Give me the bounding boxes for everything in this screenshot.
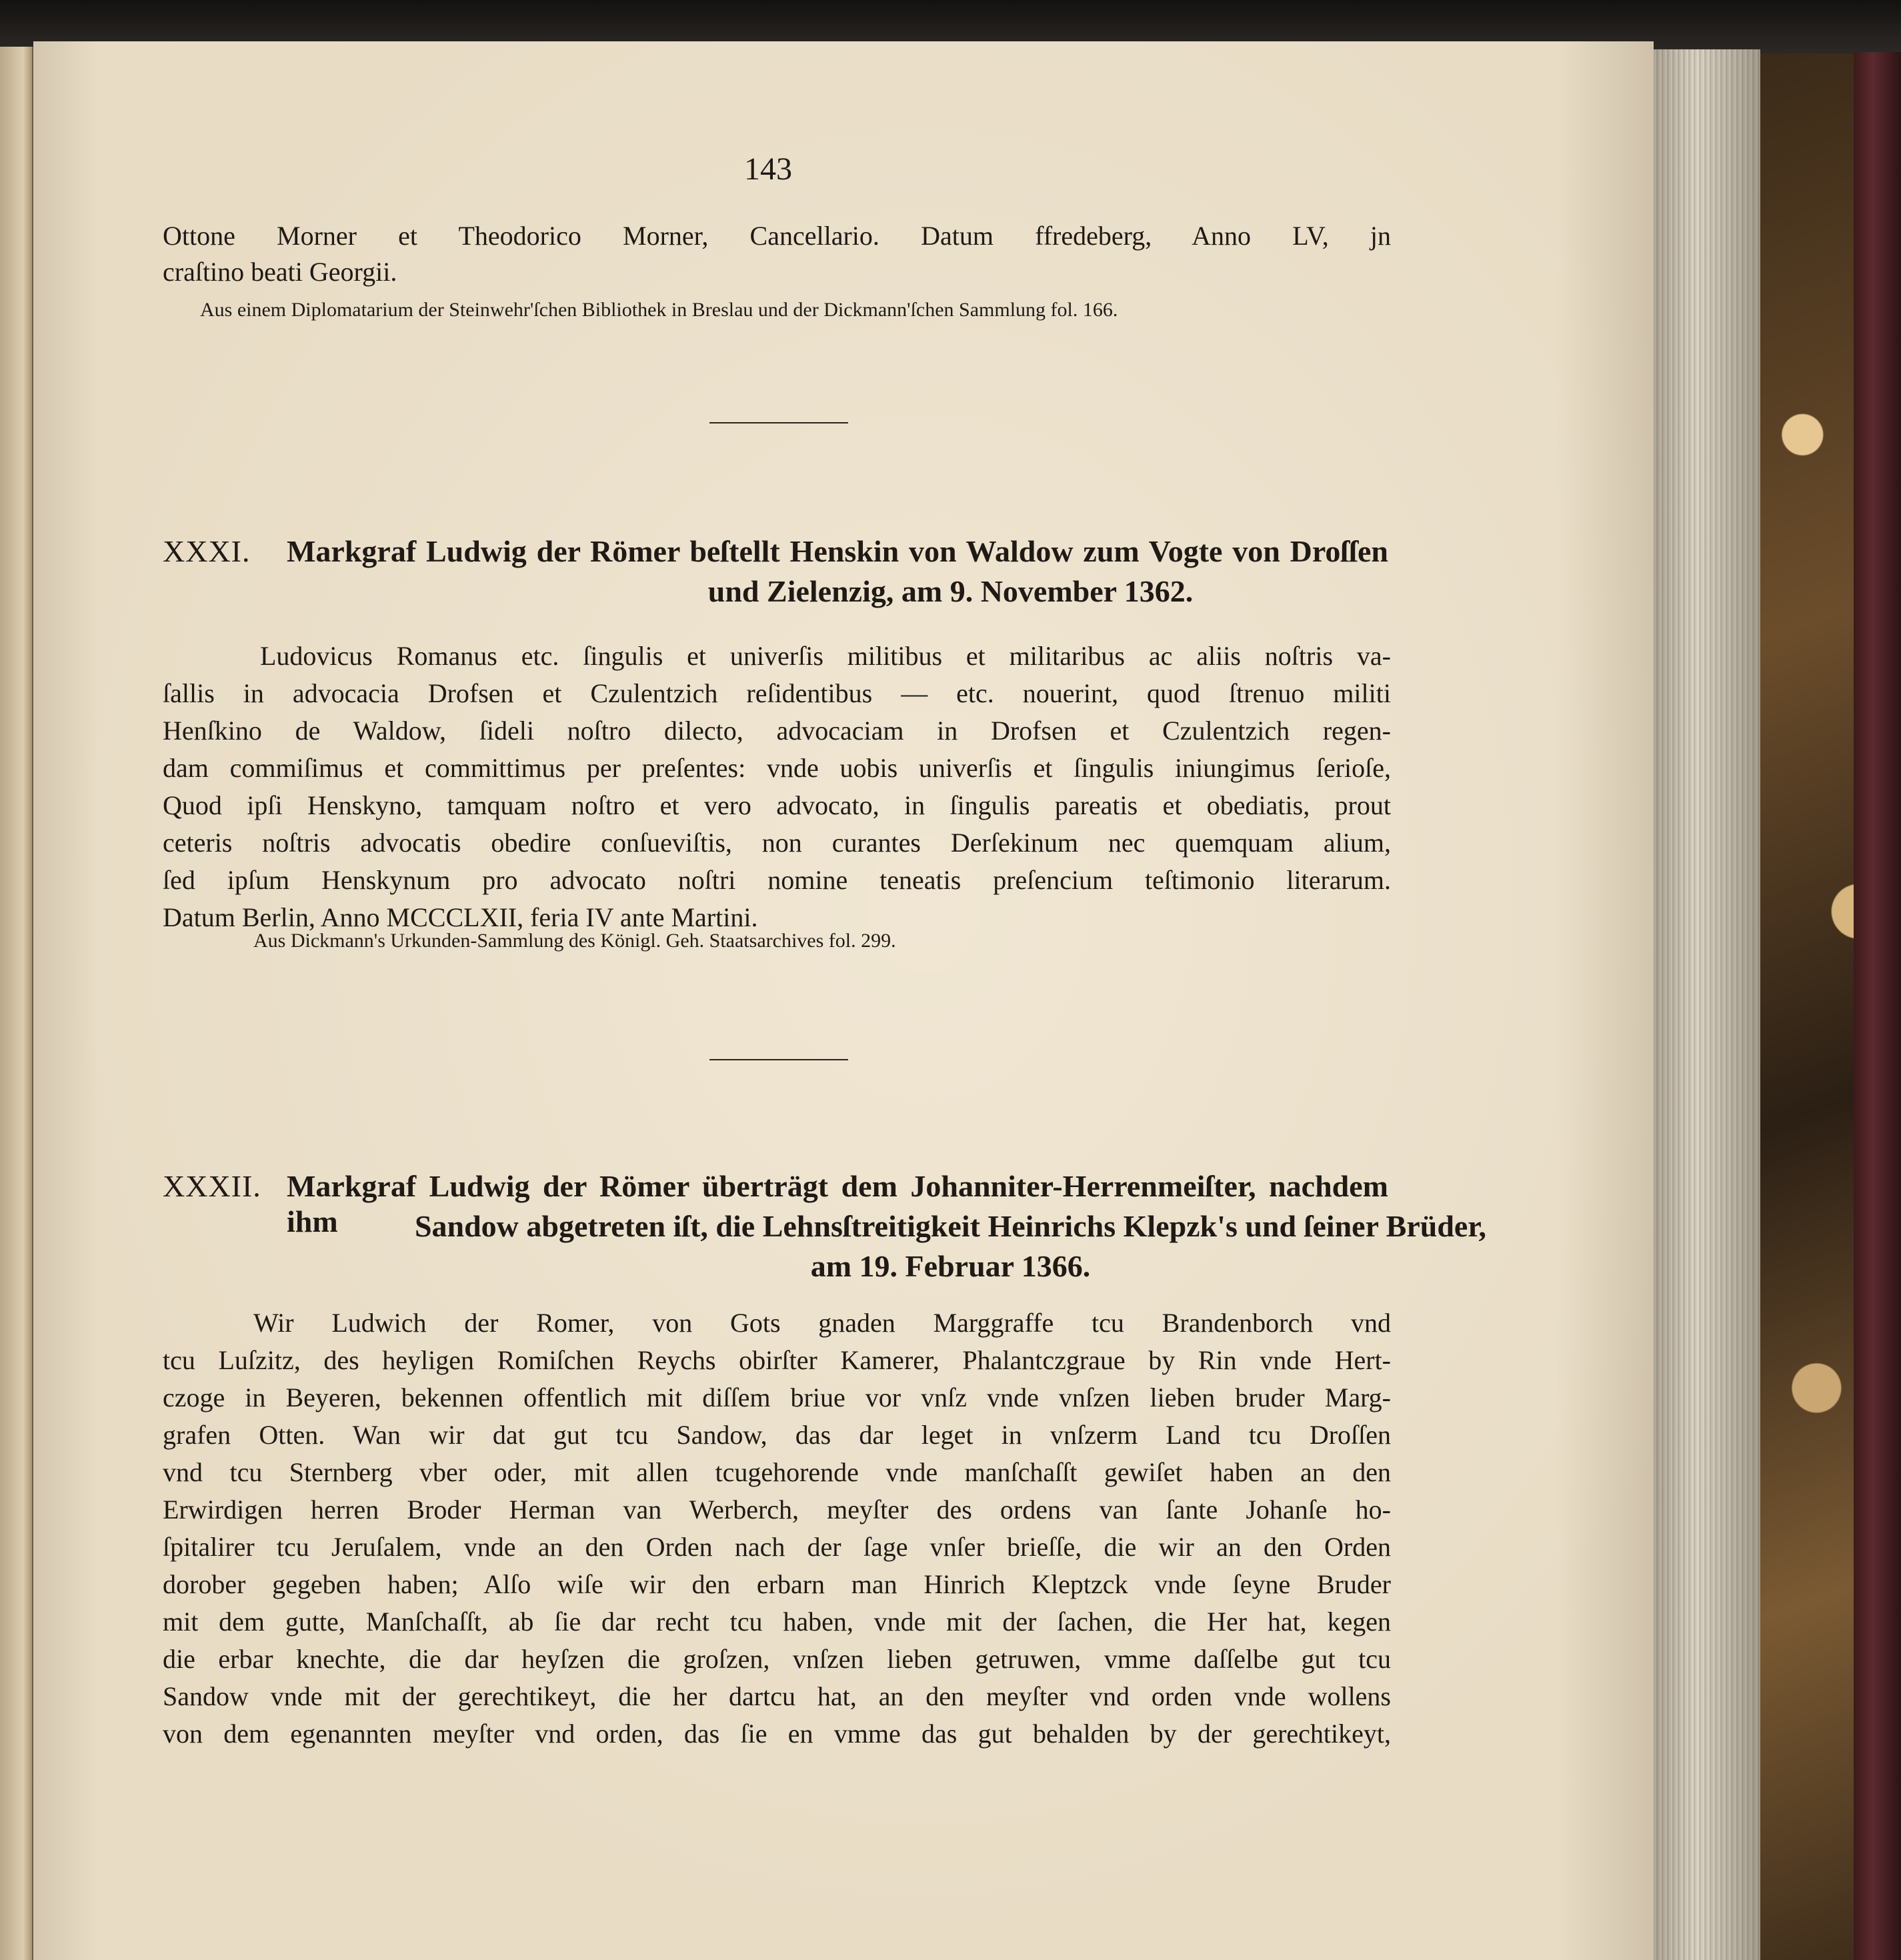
doc31-numeral: XXXI. xyxy=(163,534,251,568)
doc31-line-6: ceteris noſtris advocatis obedire conſueviſtis, non curantes Derſekinum nec quemquam alium, xyxy=(163,828,1391,858)
doc31-title-line-1: Markgraf Ludwig der Römer beſtellt Henskin von Waldow zum Vogte von Droſſen xyxy=(287,534,1388,568)
doc32-line-10: die erbar knechte, die dar heyſzen die groſzen, vnſzen lieben getruwen, vmme daſſelbe gut tcu xyxy=(163,1644,1391,1674)
doc31-line-4: dam commiſimus et committimus per preſentes: vnde uobis univerſis et ſingulis iniungimus ſerioſe, xyxy=(163,753,1391,783)
doc32-line-12: von dem egenannten meyſter vnd orden, das ſie en vmme das gut behalden by der gerechtikeyt, xyxy=(163,1719,1391,1749)
doc32-line-6: Erwirdigen herren Broder Herman van Werberch, meyſter des ordens van ſante Johanſe ho- xyxy=(163,1495,1391,1525)
doc31-line-5: Quod ipſi Henskyno, tamquam noſtro et vero advocato, in ſingulis pareatis et obediatis, prout xyxy=(163,790,1391,820)
facing-page-edge xyxy=(0,47,33,1960)
page-block-edges xyxy=(1654,49,1760,1960)
page-number: 143 xyxy=(744,151,792,187)
intro-line-2: craſtino beati Georgii. xyxy=(163,257,397,287)
doc32-line-1: Wir Ludwich der Romer, von Gots gnaden Marggraffe tcu Brandenborch vnd xyxy=(253,1308,1391,1338)
doc31-line-7: ſed ipſum Henskynum pro advocato noſtri nomine teneatis preſencium teſtimonio literarum. xyxy=(163,865,1391,895)
doc32-line-2: tcu Luſzitz, des heyligen Romiſchen Reychs obirſter Kamerer, Phalantczgraue by Rin vnde Hert- xyxy=(163,1345,1391,1375)
doc32-line-9: mit dem gutte, Manſchaſſt, ab ſie dar recht tcu haben, vnde mit der ſachen, die Her hat, kegen xyxy=(163,1607,1391,1637)
doc31-line-1: Ludovicus Romanus etc. ſingulis et univerſis militibus et militaribus ac aliis noſtris va- xyxy=(260,641,1391,671)
doc32-line-11: Sandow vnde mit der gerechtikeyt, die her dartcu hat, an den meyſter vnd orden vnde wollens xyxy=(163,1681,1391,1711)
doc32-line-5: vnd tcu Sternberg vber oder, mit allen tcugehorende vnde manſchaſſt gewiſet haben an den xyxy=(163,1457,1391,1487)
doc32-line-3: czoge in Beyeren, bekennen offentlich mit diſſem briue vor vnſz vnde vnſzen lieben bruder Marg- xyxy=(163,1382,1391,1412)
book-spine xyxy=(1854,52,1901,1960)
doc32-title-line-1: Markgraf Ludwig der Römer überträgt dem Johanniter-Herrenmeiſter, nachdem ihm xyxy=(287,1169,1388,1238)
doc32-title-line-3: am 19. Februar 1366. xyxy=(810,1249,1091,1283)
doc32-numeral: XXXII. xyxy=(163,1169,261,1203)
doc32-line-7: ſpitalirer tcu Jeruſalem, vnde an den Orden nach der ſage vnſer brieſſe, die wir an den Orden xyxy=(163,1532,1391,1562)
doc32-line-4: grafen Otten. Wan wir dat gut tcu Sandow, das dar leget in vnſzerm Land tcu Droſſen xyxy=(163,1420,1391,1450)
intro-line-1: Ottone Morner et Theodorico Morner, Cancellario. Datum ffredeberg, Anno LV, jn xyxy=(163,221,1391,251)
doc31-line-3: Henſkino de Waldow, ſideli noſtro dilecto, advocaciam in Drofsen et Czulentzich regen- xyxy=(163,716,1391,746)
doc32-title-line-2: Sandow abgetreten iſt, die Lehnsſtreitigkeit Heinrichs Klepzk's und ſeiner Brüder, xyxy=(414,1209,1487,1243)
doc31-source-note: Aus Dickmann's Urkunden-Sammlung des Königl. Geh. Staatsarchives fol. 299. xyxy=(253,930,896,952)
doc31-line-2: ſallis in advocacia Drofsen et Czulentzich reſidentibus — etc. nouerint, quod ſtrenuo militi xyxy=(163,678,1391,708)
intro-source-note: Aus einem Diplomatarium der Steinwehr'ſchen Bibliothek in Breslau und der Dickmann'ſchen Sammlung fol. 166. xyxy=(200,299,1118,321)
section-divider-2 xyxy=(709,1059,848,1060)
section-divider-1 xyxy=(709,422,848,423)
doc31-line-8: Datum Berlin, Anno MCCCLXII, feria IV ante Martini. xyxy=(163,902,758,932)
doc31-title-line-2: und Zielenzig, am 9. November 1362. xyxy=(707,574,1194,608)
doc32-line-8: dorober gegeben haben; Alſo wiſe wir den erbarn man Hinrich Kleptzck vnde ſeyne Bruder xyxy=(163,1569,1391,1599)
